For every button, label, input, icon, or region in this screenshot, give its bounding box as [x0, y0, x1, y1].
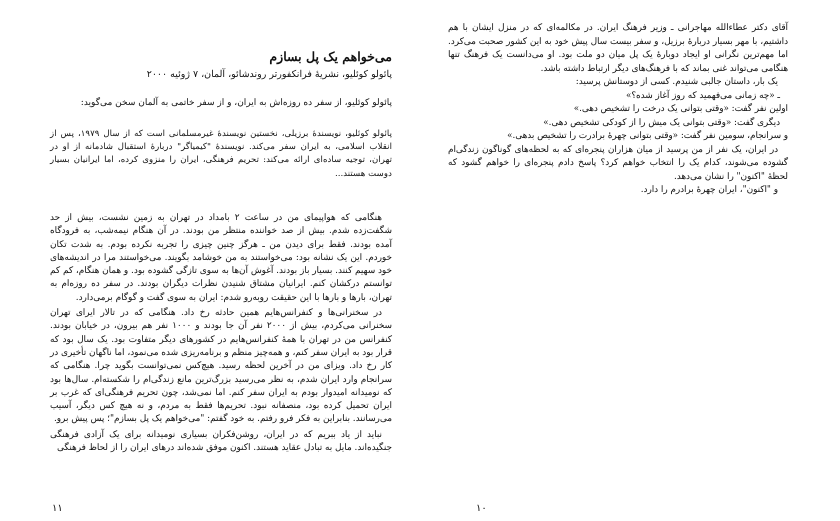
- article-lead: پائولو کوئلیو، از سفر ده روزه‌اش به ایران، و از سفر خاتمی به آلمان سخن می‌گوید:: [80, 98, 392, 108]
- dialogue-third: و سرانجام، سومین نفر گفت: «وقتی بتوانی چهرهٔ برادرت را تشخیص بدهی.»: [507, 131, 788, 141]
- closing-line: و "اکنون"، ایران چهرهٔ برادرم را دارد.: [640, 185, 778, 195]
- article-body: [50, 212, 392, 457]
- continued-body: [448, 22, 788, 198]
- page-number-right: ۱۰: [476, 503, 487, 514]
- window-paragraph: در ایران، یک نفر از من پرسید از میان هزاران پنجره‌ای که به لحظه‌های گوناگون زندگی‌ام گشوده می‌شوند، کدام یک را انتخاب خواهم کرد؟ پاسخ دادم پنجره‌ای را خواهم گشود که لحظهٔ "اکنون" را نشان می‌دهد.: [448, 144, 788, 182]
- right-page: [420, 0, 840, 521]
- article-byline: پائولو کوئلیو، نشریهٔ فرانکفورتر روندشائو، آلمان، ۷ ژوئیه ۲۰۰۰: [146, 69, 392, 80]
- body-paragraph-continued: آقای دکتر عطاءالله مهاجرانی ـ وزیر فرهنگ ایران. در مکالمه‌ای که در منزل ایشان با هم داشتیم، با مهر بسیار دربارهٔ برزیل، و سفر بیست سال پیش خود به این کشور صحبت می‌کرد. اما مهم‌ترین نگرانی او ایجاد دوبارهٔ یک پل میان دو ملت بود. او می‌دانست یک فرهنگ تنها هنگامی می‌تواند غنی بماند که با فرهنگ‌های دیگر ارتباط داشته باشد.: [448, 23, 788, 74]
- body-paragraph-2: در سخنرانی‌ها و کنفرانس‌هایم همین حادثه رخ داد. هنگامی که در تالار ایرای تهران سخنرانی می‌کردم، بیش از ۲۰۰۰ نفر آن جا بودند و ۱۰۰۰ نفر هم بیرون، در خیابان بودند. کنفرانس من در تهران با همهٔ کنفرانس‌هایم در کشورهای دیگر متفاوت بود. یک سال بود که قرار بود به ایران سفر کنم، و همه‌چیز منظم و برنامه‌ریزی شده می‌نمود، اما ناگهان تأخیری در کار رخ داد. ویزای من در آخرین لحظه رسید. هیچ‌کس نمی‌توانست بگوید چرا. هنگامی که سرانجام وارد ایران شدم، به نظر می‌رسید بزرگ‌ترین مانع زندگی‌ام را شکسته‌ام. سال‌ها بود که نومیدانه امیدوار بودم به ایران سفر کنم. اما نمی‌شد، چون تحریم فرهنگی‌ای که غرب بر ایران تحمیل کرده بود، منصفانه نبود. تحریم‌ها فقط به مردم، و نه هیچ کس دیگر، آسیب می‌رسانند. بنابراین به فکر فرو رفتم. به خود گفتم: "می‌خواهم یک پل بسازم"؛ پس پیش برو.: [49, 308, 392, 425]
- dialogue-second: دیگری گفت: «وقتی بتوانی یک میش را از کودکی تشخیص دهی.»: [543, 117, 780, 128]
- story-intro: یک بار، داستان جالبی شنیدم. کسی از دوستانش پرسید:: [575, 77, 778, 87]
- article-title: می‌خواهم یک پل بسازم: [269, 49, 392, 64]
- dialogue-first: اولین نفر گفت: «وقتی بتوانی یک درخت را تشخیص دهی.»: [573, 104, 788, 114]
- body-paragraph-1: هنگامی که هواپیمای من در ساعت ۲ بامداد در تهران به زمین نشست، بیش از حد شگفت‌زده شدم. بیش از صد خواننده منتظر من بودند. در آن هنگام نیمه‌شب، به فرودگاه آمده بودند. فقط برای دیدن من ـ هرگز چنین چیزی را تجربه نکرده بودم. به شدت تکان خوردم. این یک نشانه بود: می‌خواستند به من خوشامد بگویند. می‌خواستند مرا در اندیشه‌های خود سهیم کنند. بسیار باز بودند. آغوش آن‌ها به سوی تازگی گشوده بود. و همان هنگام، کم کم توانستم درکشان کنم. ایرانیان مشتاق شنیدن نظرات دیگران بودند. در سفر ده روزه‌ام به تهران، بارها و بارها با این حقیقت روبه‌رو شدم: ایران به سوی گفت و گوگام برمی‌دارد.: [50, 213, 392, 303]
- page-number-left: ۱۱: [52, 503, 63, 514]
- dialogue-question: ـ «چه زمانی می‌فهمید که روز آغاز شده؟»: [625, 90, 780, 101]
- body-paragraph-3: نباید از یاد ببریم که در ایران، روشن‌فکران بسیاری نومیدانه برای یک آزادی فرهنگی جنگیده‌اند. مایل به تبادل عقاید هستند. اکنون موفق شده‌اند درهای ایران را از لحاظ فرهنگی: [50, 429, 392, 454]
- author-bio: پائولو کوئلیو، نویسندهٔ برزیلی، نخستین نویسندهٔ غیرمسلمانی است که از سال ۱۹۷۹، پس از انقلاب اسلامی، به ایران سفر می‌کند. نویسندهٔ "کیمیاگر" دربارهٔ استقبال شادمانه از او در تهران، توجیه ساده‌ای ارائه می‌کند: تحریم فرهنگی، ایران را منزوی کرده، اما ایرانیان بسیار دوست هستند...: [50, 129, 392, 179]
